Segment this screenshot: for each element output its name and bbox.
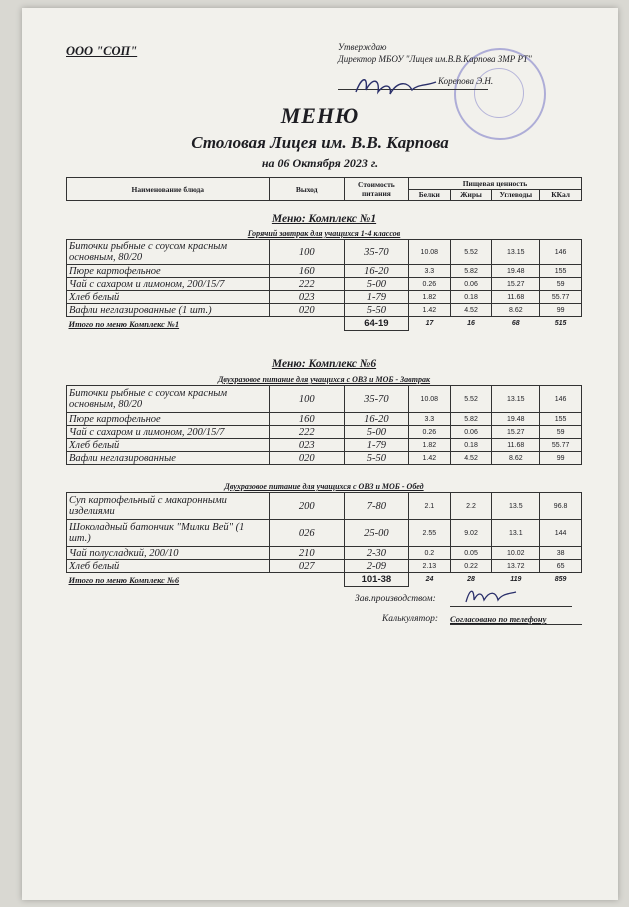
- dish-fats: 0.22: [450, 560, 492, 573]
- dish-name: Пюре картофельное: [67, 413, 270, 426]
- dish-output: 020: [269, 452, 344, 465]
- dish-carbs: 8.62: [492, 304, 540, 317]
- menu6-breakfast-subtitle: Двухразовое питание для учащихся с ОВЗ и МОБ - Завтрак: [217, 375, 431, 384]
- dish-proteins: 1.42: [408, 304, 450, 317]
- dish-cost: 1-79: [344, 439, 408, 452]
- dish-kcal: 59: [540, 426, 582, 439]
- dish-proteins: 10.08: [408, 240, 450, 265]
- dish-cost: 16-20: [344, 413, 408, 426]
- dish-cost: 1-79: [344, 291, 408, 304]
- dish-cost: 35-70: [344, 386, 408, 413]
- dish-proteins: 2.13: [408, 560, 450, 573]
- dish-proteins: 10.08: [408, 386, 450, 413]
- total-fats: 16: [467, 320, 475, 327]
- director-signature: [352, 72, 442, 100]
- dish-carbs: 13.15: [492, 240, 540, 265]
- header-dish: Наименование блюда: [67, 178, 270, 201]
- dish-kcal: 55.77: [540, 439, 582, 452]
- dish-kcal: 99: [540, 304, 582, 317]
- producer-signature: [462, 586, 522, 608]
- header-kcal: ККал: [540, 189, 582, 201]
- dish-fats: 0.06: [450, 278, 492, 291]
- dish-output: 020: [269, 304, 344, 317]
- dish-output: 026: [269, 520, 344, 547]
- dish-cost: 2-09: [344, 560, 408, 573]
- dish-fats: 9.02: [450, 520, 492, 547]
- dish-output: 210: [269, 547, 344, 560]
- dish-proteins: 3.3: [408, 413, 450, 426]
- dish-fats: 0.18: [450, 291, 492, 304]
- total-cost: 64-19: [344, 317, 408, 331]
- dish-output: 023: [269, 291, 344, 304]
- dish-carbs: 13.72: [492, 560, 540, 573]
- menu6-breakfast-table: [66, 385, 582, 465]
- dish-kcal: 146: [540, 386, 582, 413]
- dish-proteins: 3.3: [408, 265, 450, 278]
- dish-carbs: 10.02: [492, 547, 540, 560]
- total-fats: 28: [467, 576, 475, 583]
- total-label: Итого по меню Комплекс №6: [68, 574, 180, 585]
- dish-output: 023: [269, 439, 344, 452]
- menu1-subtitle: Горячий завтрак для учащихся 1-4 классов: [247, 229, 401, 238]
- page-subtitle: Столовая Лицея им. В.В. Карпова: [191, 133, 449, 152]
- dish-proteins: 1.82: [408, 291, 450, 304]
- dish-cost: 5-50: [344, 452, 408, 465]
- dish-carbs: 8.62: [492, 452, 540, 465]
- dish-carbs: 19.48: [492, 265, 540, 278]
- table-row: [67, 426, 582, 439]
- dish-name: Биточки рыбные с соусом красным основным, 80/20: [67, 386, 270, 413]
- dish-kcal: 55.77: [540, 291, 582, 304]
- total-label: Итого по меню Комплекс №1: [68, 318, 180, 329]
- approval-line1: Утверждаю: [338, 42, 387, 52]
- total-carbs: 119: [510, 576, 522, 583]
- dish-fats: 0.05: [450, 547, 492, 560]
- dish-cost: 7-80: [344, 493, 408, 520]
- dish-proteins: 0.2: [408, 547, 450, 560]
- header-nutrition: Пищевая ценность: [408, 178, 581, 190]
- dish-name: Хлеб белый: [67, 560, 270, 573]
- table-row: [67, 560, 582, 573]
- dish-cost: 2-30: [344, 547, 408, 560]
- dish-fats: 5.52: [450, 386, 492, 413]
- header-proteins: Белки: [408, 189, 450, 201]
- organization-name: ООО "СОП": [66, 44, 138, 58]
- dish-output: 222: [269, 278, 344, 291]
- dish-output: 100: [269, 386, 344, 413]
- dish-cost: 5-00: [344, 426, 408, 439]
- dish-carbs: 13.15: [492, 386, 540, 413]
- dish-name: Суп картофельный с макаронными изделиями: [67, 493, 270, 520]
- table-row: [67, 452, 582, 465]
- total-row: [67, 317, 582, 331]
- dish-cost: 16-20: [344, 265, 408, 278]
- dish-carbs: 13.5: [492, 493, 540, 520]
- approval-line2: Директор МБОУ "Лицея им.В.В.Карпова ЗМР РТ": [338, 54, 532, 64]
- producer-label: Зав.производством:: [355, 594, 436, 604]
- dish-fats: 2.2: [450, 493, 492, 520]
- table-row: [67, 291, 582, 304]
- calculator-value: Согласовано по телефону: [450, 614, 582, 625]
- dish-proteins: 1.82: [408, 439, 450, 452]
- table-row: [67, 520, 582, 547]
- dish-kcal: 96.8: [540, 493, 582, 520]
- dish-kcal: 65: [540, 560, 582, 573]
- document-sheet: [22, 8, 618, 900]
- total-proteins: 17: [425, 320, 434, 327]
- dish-kcal: 155: [540, 413, 582, 426]
- dish-name: Вафли неглазированные: [67, 452, 270, 465]
- header-carbs: Углеводы: [492, 189, 540, 201]
- dish-fats: 4.52: [450, 304, 492, 317]
- dish-name: Чай полусладкий, 200/10: [67, 547, 270, 560]
- total-row: [67, 573, 582, 587]
- dish-cost: 35-70: [344, 240, 408, 265]
- dish-name: Хлеб белый: [67, 439, 270, 452]
- dish-name: Хлеб белый: [67, 291, 270, 304]
- dish-proteins: 2.55: [408, 520, 450, 547]
- table-row: [67, 493, 582, 520]
- dish-output: 100: [269, 240, 344, 265]
- dish-fats: 0.18: [450, 439, 492, 452]
- dish-name: Шоколадный батончик "Милки Вей" (1 шт.): [67, 520, 270, 547]
- table-row: [67, 413, 582, 426]
- dish-output: 200: [269, 493, 344, 520]
- dish-name: Пюре картофельное: [67, 265, 270, 278]
- calculator-label: Калькулятор:: [382, 614, 439, 624]
- table-row: [67, 439, 582, 452]
- header-output: Выход: [269, 178, 344, 201]
- dish-carbs: 15.27: [492, 426, 540, 439]
- header-table: [66, 177, 582, 201]
- dish-kcal: 144: [540, 520, 582, 547]
- menu1-title: Меню: Комплекс №1: [271, 213, 377, 225]
- dish-fats: 5.82: [450, 265, 492, 278]
- dish-cost: 5-00: [344, 278, 408, 291]
- approval-name: Корепова Э.Н.: [438, 76, 494, 86]
- total-kcal: 515: [554, 320, 567, 327]
- dish-cost: 25-00: [344, 520, 408, 547]
- dish-cost: 5-50: [344, 304, 408, 317]
- dish-fats: 5.52: [450, 240, 492, 265]
- dish-carbs: 13.1: [492, 520, 540, 547]
- menu1-table: [66, 239, 582, 331]
- dish-carbs: 19.48: [492, 413, 540, 426]
- table-row: [67, 278, 582, 291]
- dish-kcal: 38: [540, 547, 582, 560]
- menu6-lunch-table: [66, 492, 582, 587]
- dish-output: 160: [269, 265, 344, 278]
- dish-output: 027: [269, 560, 344, 573]
- dish-proteins: 1.42: [408, 452, 450, 465]
- menu-date: на 06 Октября 2023 г.: [261, 156, 379, 170]
- dish-name: Чай с сахаром и лимоном, 200/15/7: [67, 426, 270, 439]
- dish-carbs: 11.68: [492, 439, 540, 452]
- header-fats: Жиры: [450, 189, 492, 201]
- table-row: [67, 386, 582, 413]
- dish-proteins: 2.1: [408, 493, 450, 520]
- menu6-lunch-subtitle: Двухразовое питание для учащихся с ОВЗ и МОБ - Обед: [224, 482, 424, 491]
- dish-proteins: 0.26: [408, 278, 450, 291]
- table-row: [67, 240, 582, 265]
- dish-name: Вафли неглазированные (1 шт.): [67, 304, 270, 317]
- total-carbs: 68: [511, 320, 520, 327]
- dish-fats: 5.82: [450, 413, 492, 426]
- menu6-title: Меню: Комплекс №6: [271, 358, 377, 370]
- dish-kcal: 146: [540, 240, 582, 265]
- total-proteins: 24: [425, 576, 434, 583]
- dish-name: Биточки рыбные с соусом красным основным, 80/20: [67, 240, 270, 265]
- dish-carbs: 15.27: [492, 278, 540, 291]
- dish-carbs: 11.68: [492, 291, 540, 304]
- dish-proteins: 0.26: [408, 426, 450, 439]
- dish-fats: 4.52: [450, 452, 492, 465]
- dish-kcal: 99: [540, 452, 582, 465]
- page-title: МЕНЮ: [280, 103, 360, 128]
- dish-output: 222: [269, 426, 344, 439]
- dish-fats: 0.06: [450, 426, 492, 439]
- dish-kcal: 59: [540, 278, 582, 291]
- dish-output: 160: [269, 413, 344, 426]
- dish-name: Чай с сахаром и лимоном, 200/15/7: [67, 278, 270, 291]
- total-cost: 101-38: [344, 573, 408, 587]
- total-kcal: 859: [554, 576, 567, 583]
- table-row: [67, 265, 582, 278]
- header-cost: Стоимость питания: [344, 178, 408, 201]
- table-row: [67, 304, 582, 317]
- dish-kcal: 155: [540, 265, 582, 278]
- table-row: [67, 547, 582, 560]
